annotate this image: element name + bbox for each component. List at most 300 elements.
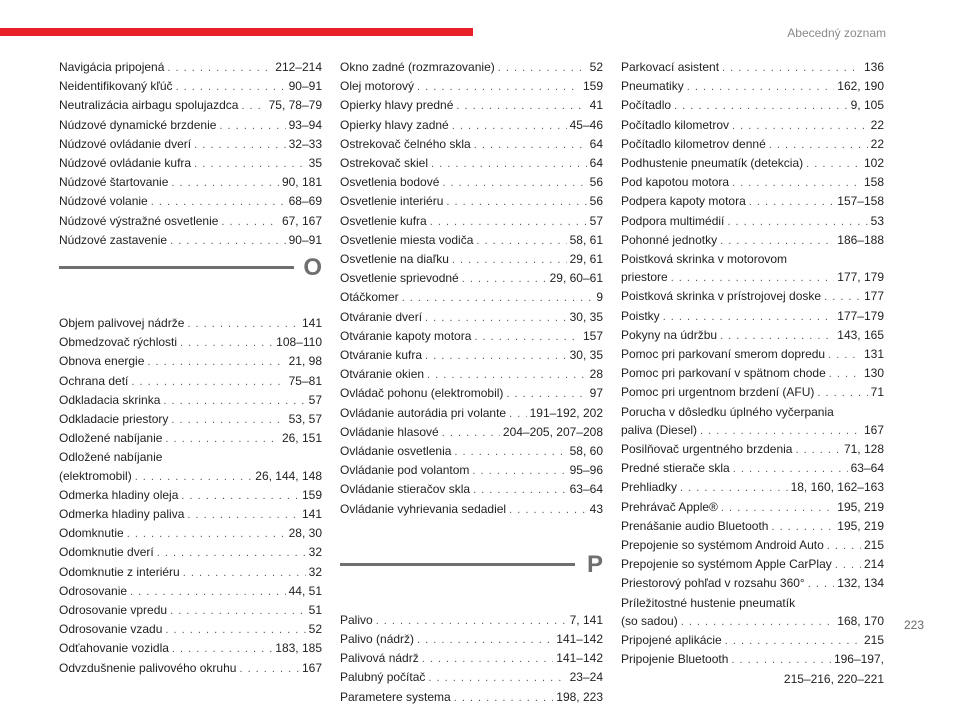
index-entry <box>621 212 884 231</box>
entry-term: Núdzové zastavenie <box>59 232 168 247</box>
dot-leader <box>157 544 306 562</box>
index-entry <box>59 601 322 620</box>
entry-term: Počítadlo kilometrov <box>621 117 730 132</box>
index-entry <box>340 116 603 135</box>
index-entry <box>621 459 884 478</box>
entry-term: Pomoc pri parkovaní v spätnom chode <box>621 366 826 381</box>
entry-term: Ovládanie osvetlenia <box>340 444 452 459</box>
entry-term: Núdzové volanie <box>59 194 148 209</box>
index-entry <box>621 555 884 574</box>
entry-pages: 18, 160, 162–163 <box>790 480 884 495</box>
index-entry <box>59 505 322 524</box>
entry-list <box>59 486 322 678</box>
entry-term: Pomoc pri urgentnom brzdení (AFU) <box>621 385 815 400</box>
dot-leader <box>219 117 285 135</box>
index-entry <box>340 173 603 192</box>
entry-term: Priestorový pohľad v rozsahu 360° <box>621 576 805 591</box>
dot-leader <box>181 487 299 505</box>
entry-pages: 32 <box>308 564 322 579</box>
dot-leader <box>170 602 306 620</box>
index-entry <box>340 611 603 630</box>
entry-pages: 108–110 <box>276 335 322 350</box>
entry-term: Ovládanie vyhrievania sedadiel <box>340 501 507 516</box>
entry-term: Ostrekovač čelného skla <box>340 136 471 151</box>
entry-term: Pneumatiky <box>621 79 684 94</box>
dot-leader <box>456 97 586 115</box>
entry-pages: 159 <box>301 487 322 502</box>
entry-pages: 9 <box>596 290 603 305</box>
dot-leader <box>376 612 567 630</box>
dot-leader <box>167 59 272 77</box>
index-entry <box>59 563 322 582</box>
index-entry-line: Odložené nabíjanie <box>59 450 163 465</box>
entry-term: Osvetlenie na diaľku <box>340 252 449 267</box>
entry-list <box>59 314 322 448</box>
entry-term: Ochrana detí <box>59 373 129 388</box>
entry-term: Osvetlenie sprievodné <box>340 271 459 286</box>
dot-leader <box>442 424 500 442</box>
entry-pages: 90, 181 <box>281 175 322 190</box>
entry-pages: 44, 51 <box>288 583 322 598</box>
dot-leader <box>431 155 587 173</box>
dot-leader <box>425 309 567 327</box>
dot-leader <box>187 315 299 333</box>
section-letter: P <box>586 550 603 578</box>
index-entry <box>59 582 322 601</box>
index-entry <box>59 620 322 639</box>
entry-term: Núdzové štartovanie <box>59 175 169 190</box>
entry-pages: 195, 219 <box>837 499 884 514</box>
entry-term: Podpera kapoty motora <box>621 194 746 209</box>
entry-list <box>621 268 884 287</box>
entry-pages: 141–142 <box>556 651 603 666</box>
entry-term: Otváranie dverí <box>340 309 423 324</box>
index-entry <box>340 461 603 480</box>
entry-term: Núdzové dynamické brzdenie <box>59 117 217 132</box>
entry-pages: 177–179 <box>837 308 884 323</box>
entry-pages: 215 <box>863 633 884 648</box>
entry-pages: 32–33 <box>288 136 322 151</box>
dot-leader <box>700 422 861 440</box>
dot-leader <box>239 660 299 678</box>
dot-leader <box>722 59 861 77</box>
dot-leader <box>446 193 586 211</box>
index-entry <box>621 440 884 459</box>
index-entry <box>59 116 322 135</box>
dot-leader <box>725 632 861 650</box>
entry-pages: 214 <box>863 557 884 572</box>
index-entry <box>621 307 884 326</box>
entry-pages: 51 <box>308 603 322 618</box>
index-entry <box>621 116 884 135</box>
dot-leader <box>769 136 868 154</box>
dot-leader <box>808 575 835 593</box>
entry-pages: 71, 128 <box>843 442 884 457</box>
dot-leader <box>829 365 861 383</box>
index-entry <box>59 524 322 543</box>
dot-leader <box>671 269 835 287</box>
entry-pages: 43 <box>589 501 603 516</box>
entry-pages: 63–64 <box>850 461 884 476</box>
dot-leader <box>135 468 253 486</box>
entry-pages: 28, 30 <box>288 526 322 541</box>
index-entry <box>59 77 322 96</box>
entry-term: Olej motorový <box>340 79 415 94</box>
entry-term: Obnova energie <box>59 354 145 369</box>
index-entry-line: Porucha v dôsledku úplného vyčerpania <box>621 404 834 419</box>
index-entry <box>621 231 884 250</box>
entry-pages: 183, 185 <box>275 641 322 656</box>
dot-leader <box>127 525 286 543</box>
entry-pages: 90–91 <box>288 232 322 247</box>
dot-leader <box>417 631 553 649</box>
entry-term: Objem palivovej nádrže <box>59 316 185 331</box>
entry-pages: 63–64 <box>569 482 603 497</box>
index-entry <box>340 269 603 288</box>
dot-leader <box>422 650 554 668</box>
dot-leader <box>817 384 867 402</box>
entry-term: Pomoc pri parkovaní smerom dopredu <box>621 347 826 362</box>
entry-pages: 132, 134 <box>837 576 884 591</box>
entry-pages: 195, 219 <box>837 518 884 533</box>
index-entry <box>340 500 603 519</box>
dot-leader <box>452 117 567 135</box>
entry-term: Odvzdušnenie palivového okruhu <box>59 660 237 675</box>
entry-pages: 23–24 <box>569 670 603 685</box>
entry-term: Počítadlo <box>621 98 672 113</box>
entry-term: Palivová nádrž <box>340 651 419 666</box>
entry-term: Ovládanie autorádia pri volante <box>340 405 507 420</box>
entry-pages: 52 <box>589 60 603 74</box>
index-entry <box>621 631 884 650</box>
dot-leader <box>727 213 867 231</box>
entry-pages: 177 <box>863 289 884 304</box>
index-entry <box>59 429 322 448</box>
index-entry <box>340 77 603 96</box>
index-entry <box>59 410 322 429</box>
index-entry <box>340 668 603 687</box>
dot-leader <box>425 347 567 365</box>
entry-term: Otváranie kapoty motora <box>340 328 472 343</box>
entry-pages: 167 <box>863 422 884 437</box>
index-entry <box>621 574 884 593</box>
entry-term: Ostrekovač skiel <box>340 156 429 171</box>
entry-pages: 141 <box>301 316 322 331</box>
letter-section-heading <box>59 250 322 314</box>
entry-pages: 21, 98 <box>288 354 322 369</box>
index-entry <box>340 288 603 307</box>
entry-term: Ovládač pohonu (elektromobil) <box>340 386 504 401</box>
entry-pages: 22 <box>870 117 884 132</box>
index-entry <box>340 649 603 668</box>
entry-pages: 35 <box>308 156 322 171</box>
entry-term: Ovládanie stieračov skla <box>340 482 471 497</box>
section-letter: O <box>303 254 322 282</box>
index-entry <box>59 173 322 192</box>
entry-term: Podhustenie pneumatík (detekcia) <box>621 156 804 171</box>
index-entry <box>340 212 603 231</box>
entry-pages: 158 <box>863 175 884 190</box>
dot-leader <box>474 328 580 346</box>
dot-leader <box>454 689 554 707</box>
dot-leader <box>473 481 567 499</box>
entry-pages: 157–158 <box>837 194 884 209</box>
index-entry <box>621 268 884 287</box>
dot-leader <box>476 232 566 250</box>
dot-leader <box>749 193 835 211</box>
entry-pages: 58, 60 <box>569 444 603 459</box>
dot-leader <box>733 460 848 478</box>
entry-term: Palivo <box>340 612 373 627</box>
entry-term: Podpora multimédií <box>621 213 725 228</box>
entry-pages: 32 <box>308 545 322 560</box>
index-entry <box>59 192 322 211</box>
dot-leader <box>680 479 788 497</box>
dot-leader <box>472 462 566 480</box>
index-entry <box>59 352 322 371</box>
entry-term: Opierky hlavy zadné <box>340 117 449 132</box>
letter-section-heading <box>340 547 603 611</box>
entry-pages: 28 <box>589 367 603 382</box>
index-entry <box>621 96 884 115</box>
dot-leader <box>402 289 594 307</box>
index-entry <box>59 333 322 352</box>
index-entry <box>340 308 603 327</box>
dot-leader <box>732 174 861 192</box>
dot-leader <box>663 308 835 326</box>
entry-term: Núdzové ovládanie kufra <box>59 156 192 171</box>
dot-leader <box>828 346 861 364</box>
entry-pages: 58, 61 <box>569 232 603 247</box>
dot-leader <box>509 501 587 519</box>
index-entry <box>621 364 884 383</box>
index-entry <box>340 327 603 346</box>
entry-pages: 68–69 <box>288 194 322 209</box>
entry-list <box>59 467 322 486</box>
index-entry <box>59 639 322 658</box>
dot-leader <box>170 232 286 250</box>
entry-pages: 75–81 <box>288 373 322 388</box>
index-entry <box>340 231 603 250</box>
header-accent-bar <box>0 28 473 36</box>
dot-leader <box>721 499 834 517</box>
entry-term: Prepojenie so systémom Apple CarPlay <box>621 557 832 572</box>
entry-term: Prehrávač Apple® <box>621 499 718 514</box>
entry-list <box>621 421 884 440</box>
entry-pages: 93–94 <box>288 117 322 132</box>
entry-term: Odomknutie z interiéru <box>59 564 180 579</box>
entry-term: Poistky <box>621 308 660 323</box>
dot-leader <box>731 651 831 669</box>
entry-term: Pohonné jednotky <box>621 232 718 247</box>
dot-leader <box>732 117 868 135</box>
entry-pages: 7, 141 <box>569 612 603 627</box>
index-entry <box>340 423 603 442</box>
entry-pages: 41 <box>589 98 603 113</box>
dot-leader <box>806 155 861 173</box>
entry-term: Odrosovanie <box>59 583 128 598</box>
index-entry <box>59 543 322 562</box>
index-entry <box>59 96 322 115</box>
dot-leader <box>427 366 587 384</box>
dot-leader <box>462 270 547 288</box>
index-entry-continuation: 215–216, 220–221 <box>783 671 884 686</box>
index-entry <box>340 480 603 499</box>
entry-term: Navigácia pripojená <box>59 60 165 74</box>
dot-leader <box>417 78 580 96</box>
entry-pages: 212–214 <box>275 60 322 74</box>
dot-leader <box>720 232 834 250</box>
dot-leader <box>506 385 586 403</box>
entry-term: Pripojenie Bluetooth <box>621 652 729 667</box>
entry-term: Pripojené aplikácie <box>621 633 722 648</box>
entry-term: Počítadlo kilometrov denné <box>621 136 766 151</box>
dot-leader <box>147 353 285 371</box>
entry-pages: 22 <box>870 136 884 151</box>
entry-term: Odomknutie <box>59 526 124 541</box>
entry-list <box>621 612 884 631</box>
entry-term: Odmerka hladiny oleja <box>59 487 179 502</box>
entry-term: Predné stierače skla <box>621 461 730 476</box>
dot-leader <box>452 251 567 269</box>
entry-term: Odťahovanie vozidla <box>59 641 169 656</box>
entry-pages: 56 <box>589 194 603 209</box>
entry-term: Prepojenie so systémom Android Auto <box>621 538 824 553</box>
index-entry <box>621 192 884 211</box>
entry-pages: 30, 35 <box>569 348 603 363</box>
entry-term: Prehliadky <box>621 480 678 495</box>
entry-term: Posilňovač urgentného brzdenia <box>621 442 793 457</box>
index-entry <box>59 135 322 154</box>
page-number: 223 <box>903 618 924 632</box>
entry-pages: 67, 167 <box>281 213 322 228</box>
entry-term: Okno zadné (rozmrazovanie) <box>340 60 495 74</box>
index-entry <box>621 77 884 96</box>
entry-pages: 56 <box>589 175 603 190</box>
index-entry <box>621 345 884 364</box>
index-entry <box>59 372 322 391</box>
entry-list <box>621 631 884 669</box>
index-column-2 <box>340 58 603 707</box>
entry-term: Pokyny na údržbu <box>621 327 718 342</box>
index-entry <box>340 250 603 269</box>
entry-pages: 95–96 <box>569 463 603 478</box>
entry-term: Otváranie kufra <box>340 348 423 363</box>
index-entry <box>340 346 603 365</box>
entry-pages: 136 <box>863 60 884 74</box>
dot-leader <box>165 430 279 448</box>
index-entry <box>621 478 884 497</box>
dot-leader <box>180 334 273 352</box>
entry-term: Palivo (nádrž) <box>340 632 415 647</box>
dot-leader <box>681 613 835 631</box>
index-entry <box>340 404 603 423</box>
entry-term: Parametere systema <box>340 689 451 704</box>
entry-pages: 97 <box>589 386 603 401</box>
entry-term: Osvetlenia bodové <box>340 175 440 190</box>
dot-leader <box>165 621 305 639</box>
entry-term: Palubný počítač <box>340 670 426 685</box>
entry-pages: 30, 35 <box>569 309 603 324</box>
dot-leader <box>151 193 286 211</box>
entry-pages: 90–91 <box>288 79 322 94</box>
index-entry <box>621 536 884 555</box>
dot-leader <box>674 97 848 115</box>
dot-leader <box>194 155 306 173</box>
entry-pages: 45–46 <box>569 117 603 132</box>
entry-pages: 29, 60–61 <box>549 271 603 286</box>
entry-term: (so sadou) <box>621 613 678 628</box>
entry-term: priestore <box>621 270 668 285</box>
index-entry <box>621 612 884 631</box>
section-divider <box>59 266 294 269</box>
entry-pages: 204–205, 207–208 <box>502 424 603 439</box>
index-entry <box>340 384 603 403</box>
entry-term: Otáčkomer <box>340 290 399 305</box>
index-entry <box>59 314 322 333</box>
entry-pages: 191–192, 202 <box>529 405 603 420</box>
entry-pages: 26, 144, 148 <box>255 468 322 483</box>
entry-term: Poistková skrinka v prístrojovej doske <box>621 289 822 304</box>
index-column-3 <box>621 58 884 688</box>
entry-pages: 131 <box>863 347 884 362</box>
entry-pages: 196–197, <box>833 652 884 667</box>
entry-pages: 157 <box>582 328 603 343</box>
index-entry <box>59 486 322 505</box>
dot-leader <box>442 174 586 192</box>
dot-leader <box>430 213 587 231</box>
index-entry <box>59 467 322 486</box>
index-entry <box>59 231 322 250</box>
entry-term: Odmerka hladiny paliva <box>59 507 185 522</box>
entry-term: Otváranie okien <box>340 367 425 382</box>
entry-pages: 177, 179 <box>837 270 884 285</box>
dot-leader <box>131 373 285 391</box>
entry-term: Prenášanie audio Bluetooth <box>621 518 769 533</box>
entry-pages: 168, 170 <box>837 613 884 628</box>
dot-leader <box>194 136 286 154</box>
entry-term: Ovládanie hlasové <box>340 424 439 439</box>
index-entry <box>621 498 884 517</box>
entry-term: Osvetlenie kufra <box>340 213 427 228</box>
entry-term: Núdzové ovládanie dverí <box>59 136 192 151</box>
index-entry <box>621 517 884 536</box>
entry-pages: 53, 57 <box>288 412 322 427</box>
dot-leader <box>835 556 861 574</box>
index-column-1 <box>59 58 322 678</box>
dot-leader <box>824 288 861 306</box>
entry-term: Ovládanie pod volantom <box>340 463 470 478</box>
index-entry <box>59 212 322 231</box>
entry-list <box>621 287 884 402</box>
entry-term: Obmedzovač rýchlosti <box>59 335 178 350</box>
index-entry <box>621 421 884 440</box>
chapter-title: Abecedný zoznam <box>787 26 886 40</box>
index-entry-line: Poistková skrinka v motorovom <box>621 252 788 267</box>
entry-pages: 75, 78–79 <box>268 98 322 113</box>
dot-leader <box>176 78 286 96</box>
entry-pages: 167 <box>301 660 322 675</box>
entry-pages: 9, 105 <box>850 98 884 113</box>
entry-term: Osvetlenie interiéru <box>340 194 444 209</box>
entry-pages: 64 <box>589 136 603 151</box>
entry-term: Neutralizácia airbagu spolujazdca <box>59 98 239 113</box>
entry-term: Pod kapotou motora <box>621 175 730 190</box>
dot-leader <box>171 411 285 429</box>
entry-pages: 130 <box>863 366 884 381</box>
index-entry <box>340 442 603 461</box>
entry-term: Odložené nabíjanie <box>59 431 163 446</box>
